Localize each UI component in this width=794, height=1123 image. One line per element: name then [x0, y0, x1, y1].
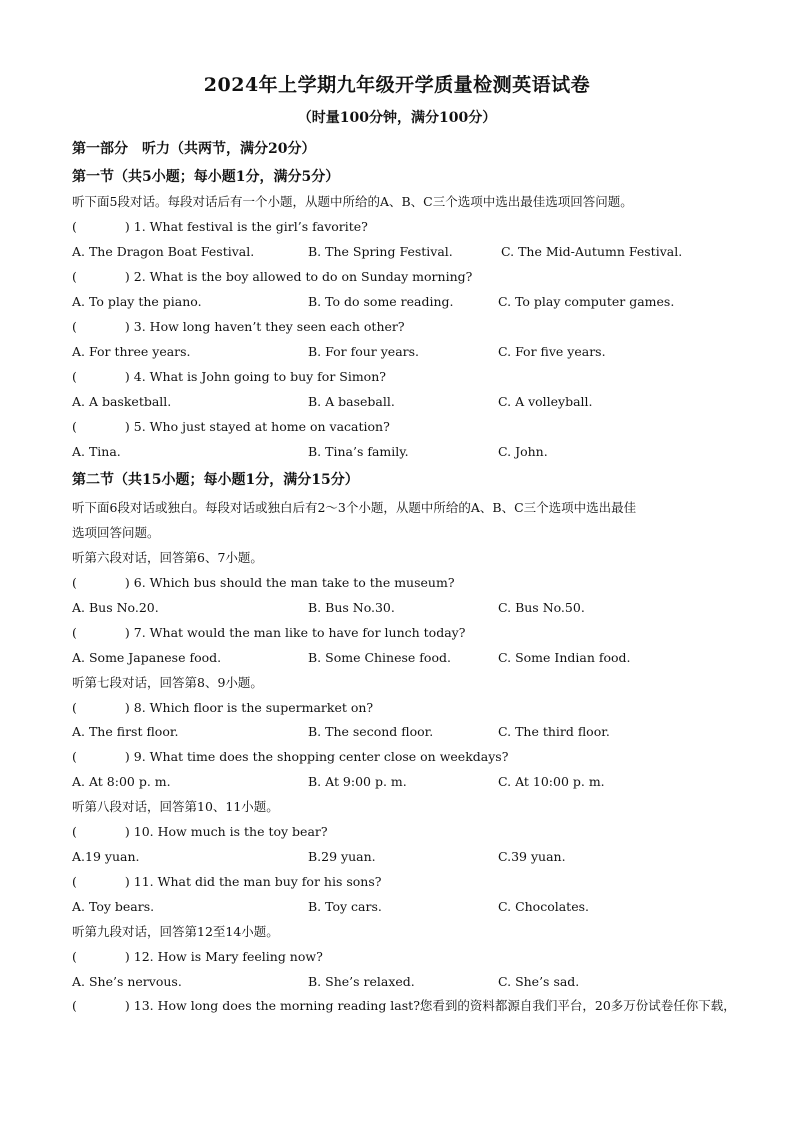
section-heading: 第二节（共15小题；每小题1分，满分15分）: [72, 472, 359, 488]
option-c: C. For five years.: [498, 344, 606, 359]
option-b: B. Toy cars.: [308, 899, 382, 914]
dialogue-intro: 听第九段对话，回答第12至14小题。: [72, 924, 279, 939]
option-a: A. At 8:00 p. m.: [72, 774, 171, 789]
option-c: C.39 yuan.: [498, 849, 566, 864]
section-heading: 第一节（共5小题；每小题1分，满分5分）: [72, 169, 340, 185]
question-13: ( ) 13. How long does the morning reading last?您看到的资料都源自我们平台，20多万份试卷任你下载，: [72, 998, 736, 1013]
option-c: C. Chocolates.: [498, 899, 589, 914]
option-b: B. To do some reading.: [308, 294, 454, 309]
question-7: ( ) 7. What would the man like to have for lunch today?: [72, 625, 466, 640]
option-b: B. For four years.: [308, 344, 420, 359]
question-11: ( ) 11. What did the man buy for his sons?: [72, 874, 382, 889]
option-b: B. Tina’s family.: [308, 444, 409, 459]
question-6: ( ) 6. Which bus should the man take to the museum?: [72, 575, 455, 590]
option-a: A. Tina.: [72, 444, 121, 459]
dialogue-intro: 听第六段对话，回答第6、7小题。: [72, 550, 263, 565]
option-b: B. The second floor.: [308, 724, 434, 739]
option-a: A. Some Japanese food.: [72, 650, 222, 665]
question-8: ( ) 8. Which floor is the supermarket on?: [72, 700, 374, 715]
option-c: C. Bus No.50.: [498, 600, 585, 615]
option-a: A. The Dragon Boat Festival.: [72, 244, 255, 259]
option-c: C. A volleyball.: [498, 394, 593, 409]
option-c: C. The third floor.: [498, 724, 610, 739]
page-title: 2024年上学期九年级开学质量检测英语试卷: [203, 74, 591, 96]
option-c: C. Some Indian food.: [498, 650, 631, 665]
option-b: B. She’s relaxed.: [308, 974, 415, 989]
option-b: B. The Spring Festival.: [308, 244, 453, 259]
question-9: ( ) 9. What time does the shopping center close on weekdays?: [72, 749, 509, 764]
option-c: C. The Mid-Autumn Festival.: [501, 244, 683, 259]
question-2: ( ) 2. What is the boy allowed to do on Sunday morning?: [72, 269, 473, 284]
page-subtitle: （时量100分钟，满分100分）: [297, 110, 497, 126]
question-12: ( ) 12. How is Mary feeling now?: [72, 949, 323, 964]
option-a: A. To play the piano.: [72, 294, 202, 309]
question-3: ( ) 3. How long haven’t they seen each other?: [72, 319, 405, 334]
dialogue-intro: 听第八段对话，回答第10、11小题。: [72, 799, 279, 814]
section-instruction: 听下面5段对话。每段对话后有一个小题，从题中所给的A、B、C三个选项中选出最佳选项回答问题。: [72, 194, 633, 209]
option-b: B. Some Chinese food.: [308, 650, 451, 665]
section-instruction: 听下面6段对话或独白。每段对话或独白后有2～3个小题，从题中所给的A、B、C三个选项中选出最佳: [72, 500, 637, 515]
option-a: A. Toy bears.: [72, 899, 155, 914]
option-b: B. At 9:00 p. m.: [308, 774, 407, 789]
option-c: C. John.: [498, 444, 548, 459]
option-a: A. For three years.: [72, 344, 191, 359]
option-a: A.19 yuan.: [72, 849, 140, 864]
question-5: ( ) 5. Who just stayed at home on vacation?: [72, 419, 390, 434]
part-heading: 第一部分 听力（共两节，满分20分）: [72, 141, 316, 157]
option-a: A. She’s nervous.: [72, 974, 182, 989]
option-c: C. She’s sad.: [498, 974, 580, 989]
option-a: A. Bus No.20.: [72, 600, 159, 615]
question-10: ( ) 10. How much is the toy bear?: [72, 824, 328, 839]
question-1: ( ) 1. What festival is the girl’s favorite?: [72, 219, 368, 234]
option-b: B. A baseball.: [308, 394, 395, 409]
section-instruction-cont: 选项回答问题。: [72, 525, 160, 540]
dialogue-intro: 听第七段对话，回答第8、9小题。: [72, 675, 263, 690]
question-4: ( ) 4. What is John going to buy for Simon?: [72, 369, 386, 384]
option-c: C. At 10:00 p. m.: [498, 774, 605, 789]
option-c: C. To play computer games.: [498, 294, 675, 309]
option-b: B.29 yuan.: [308, 849, 376, 864]
option-a: A. A basketball.: [72, 394, 172, 409]
option-a: A. The first floor.: [72, 724, 179, 739]
option-b: B. Bus No.30.: [308, 600, 395, 615]
